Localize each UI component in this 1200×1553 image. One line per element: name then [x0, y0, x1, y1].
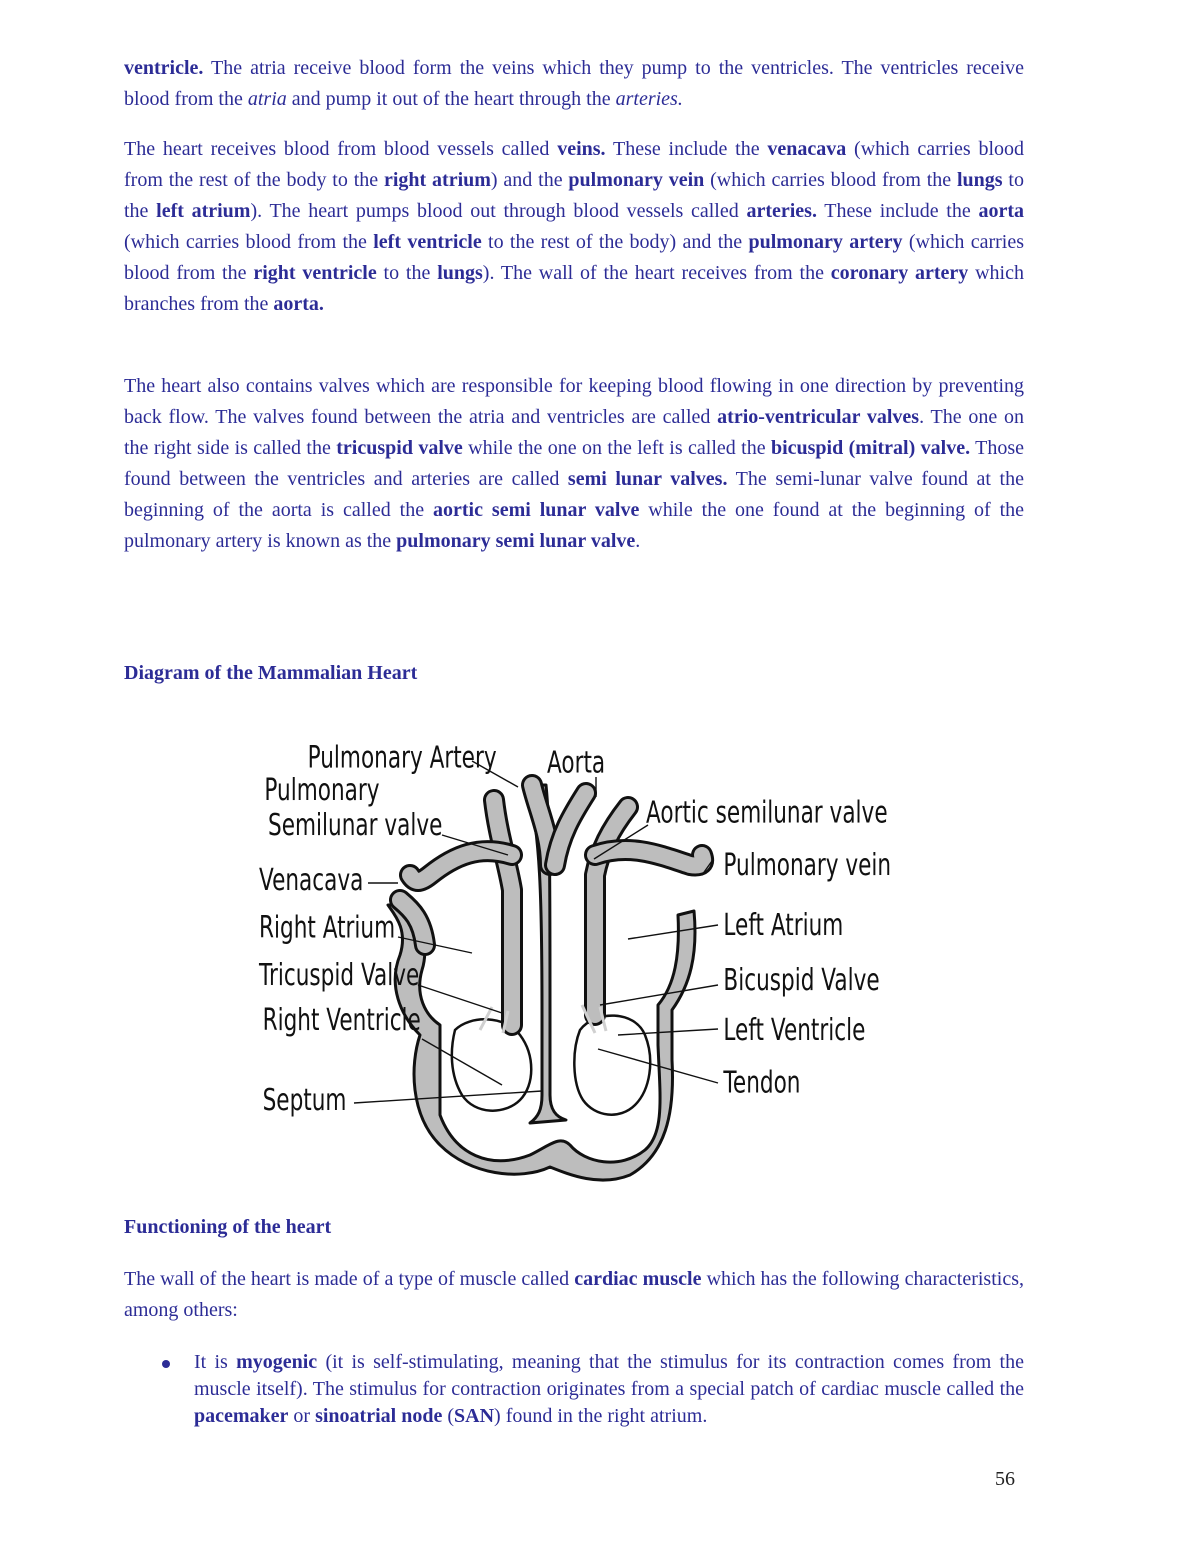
functioning-heading: Functioning of the heart	[124, 1216, 332, 1238]
diagram-title: Diagram of the Mammalian Heart	[124, 662, 418, 684]
paragraph-atria-ventricles: ventricle. The atria receive blood form the veins which they pump to the ventricles. The ventricles receive blood from the atria and pump it out of the heart through the arteries.	[124, 57, 1024, 110]
paragraph-blood-vessels: The heart receives blood from blood vessels called veins. These include the venacava (which carries blood from the rest of the body to the right atrium) and the pulmonary vein (which carries blood from the lungs to the left atrium). The heart pumps blood out through blood vessels called arteries. These include the aorta (which carries blood from the left ventricle to the rest of the body) and the pulmonary artery (which carries blood from the right ventricle to the lungs). The wall of the heart receives from the coronary artery which branches from the aorta.	[124, 138, 1025, 315]
label-venacava: Venacava	[259, 863, 364, 899]
label-pulmonary: Pulmonary	[264, 773, 380, 809]
label-left-ventricle: Left Ventricle	[723, 1013, 866, 1049]
bullet-myogenic: It is myogenic (it is self-stimulating, meaning that the stimulus for its contraction comes from the muscle itself). The stimulus for contraction originates from a special patch of cardiac muscle called the pacemaker or sinoatrial node (SAN) found in the right atrium.	[194, 1351, 1024, 1427]
label-bicuspid-valve: Bicuspid Valve	[723, 963, 880, 999]
label-septum: Septum	[262, 1083, 347, 1119]
heart-diagram	[250, 715, 910, 1185]
label-semilunar-valve: Semilunar valve	[268, 808, 443, 844]
label-right-atrium: Right Atrium	[259, 911, 396, 946]
left-ventricle-chamber	[574, 1016, 650, 1115]
label-tendon: Tendon	[723, 1066, 801, 1101]
label-pulmonary-artery: Pulmonary Artery	[307, 741, 497, 776]
label-aortic-semilunar-valve: Aortic semilunar valve	[646, 796, 888, 831]
paragraph-cardiac-muscle: The wall of the heart is made of a type of muscle called cardiac muscle which has the following characteristics, among others:	[124, 1268, 1024, 1321]
bullet-icon	[162, 1360, 170, 1368]
label-tricuspid-valve: Tricuspid Valve	[259, 958, 420, 994]
page-number: 56	[995, 1468, 1015, 1490]
label-left-atrium: Left Atrium	[723, 908, 844, 944]
paragraph-valves: The heart also contains valves which are responsible for keeping blood flowing in one direction by preventing back flow. The valves found between the atria and ventricles are called atrio-ventricular valves. The one on the right side is called the tricuspid valve while the one on the left is called the bicuspid (mitral) valve. Those found between the ventricles and arteries are called semi lunar valves. The semi-lunar valve found at the beginning of the aorta is called the aortic semi lunar valve while the one found at the beginning of the pulmonary artery is known as the pulmonary semi lunar valve.	[124, 375, 1024, 552]
label-aorta: Aorta	[547, 746, 606, 781]
label-pulmonary-vein: Pulmonary vein	[723, 848, 892, 884]
label-right-ventricle: Right Ventricle	[262, 1003, 421, 1039]
